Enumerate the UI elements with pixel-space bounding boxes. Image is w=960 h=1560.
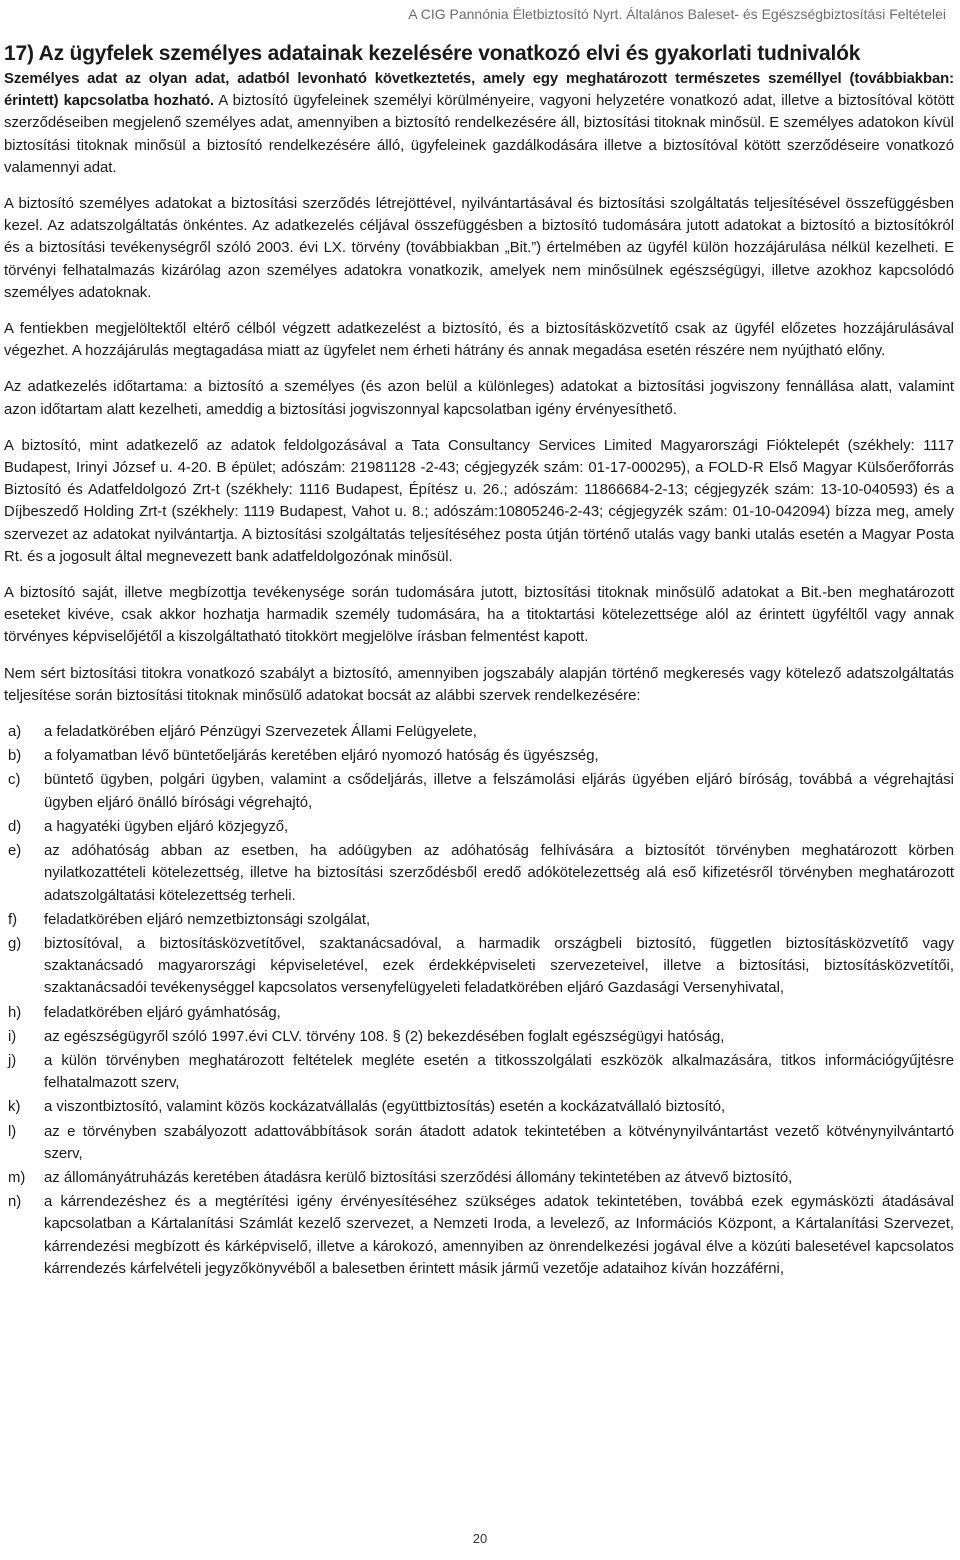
list-item — [4, 909, 954, 931]
list-item — [4, 721, 954, 743]
paragraph-data-processing: A biztosító személyes adatokat a biztosítási szerződés létrejöttével, nyilvántartásával és biztosítási szolgáltatás teljesítésével összefüggésben kezel. Az adatszolgáltatás önkéntes. Az adatkezelés céljával összefüggésben a biztosító tudomására jutott adatokat a biztosító a biztosítókról és a biztosítási tevékenységről szóló 2003. évi LX. törvény (továbbiakban „Bit.”) értelmében az ügyfél külön hozzájárulása nélkül kezelheti. E törvényi felhatalmazás kizárólag azon személyes adatokra vonatkozik, amelyek nem minősülnek egészségügyi, illetve azokhoz kapcsolódó személyes adatoknak. — [4, 196, 954, 301]
list-item — [4, 816, 954, 838]
list-item-text: a kárrendezéshez és a megtérítési igény érvényesítéséhez szükséges adatok tekintetében, továbbá ezek egymásközti átadásával kapcsolatban a Kártalanítási Számlát kezelő szervezet, a Nemzeti Iroda, a levelező, az Információs Központ, a Kártalanítási Szervezet, kárrendezési megbízott és kárképviselő, illetve a károkozó, amennyiben az önrendelkezési jogával élve a közúti balesetével kapcsolatos kárrendezés kárfelvételi jegyzőkönyvéből a balesetben érintett másik jármű vezetője adataihoz kíván hozzáférni, — [44, 1194, 954, 1277]
definition-rest: A biztosító ügyfeleinek személyi körülményeire, vagyoni helyzetére vonatkozó adat, illetve a biztosítóval kötött szerződéseiben megjelenő személyes adat, amennyiben a biztosító rendelkezésére áll, biztosítási titoknak minősül. E személyes adatokon kívül biztosítási titoknak minősül a biztosító rendelkezésére álló, ügyfeleinek gazdálkodására illetve a biztosítóval kötött szerződéseire vonatkozó valamennyi adat. — [4, 93, 955, 176]
list-item-text: feladatkörében eljáró gyámhatóság, — [44, 1004, 281, 1021]
list-marker: a) — [8, 724, 22, 741]
paragraph-definition — [4, 68, 954, 179]
list-item-text: a külön törvényben meghatározott feltételek megléte esetén a titkosszolgálati eszközök alkalmazására, titkos információgyűjtésre felhatalmazott szerv, — [44, 1052, 954, 1092]
list-marker: c) — [8, 772, 21, 789]
definition-lead: Személyes adat az olyan adat, adatból levonható következtetés, amely egy meghatározott természetes személlyel (továbbiakban: érintett) kapcsolatba hozható. — [4, 71, 954, 110]
list-item-text: az e törvényben szabályozott adattovábbítások során átadott adatok tekintetében a kötvénynyilvántartást vezető kötvénynyilvántartó szerv, — [44, 1123, 954, 1162]
paragraph-third-party: A biztosító saját, illetve megbízottja tevékenysége során tudomására jutott, biztosítási titoknak minősülő adatokat a Bit.-ben meghatározott eseteket kivéve, csak akkor hozhatja harmadik személy tudomására, ha a titoktartási kötelezettsége alól az érintett ügyféltől vagy annak törvényes képviselőjétől a kiszolgáltatható titokkört megjelölve írásban felmentést kapott. — [4, 585, 954, 646]
list-item-text: az egészségügyről szóló 1997.évi CLV. törvény 108. § (2) bekezdésében foglalt egészségügyi hatóság, — [44, 1028, 725, 1045]
paragraph-processors: A biztosító, mint adatkezelő az adatok feldolgozásával a Tata Consultancy Services Limited Magyarországi Fióktelepét (székhely: 1117 Budapest, Irinyi József u. 4-20. B épület; adószám: 21981128 -2-43; cégjegyzék szám: 01-17-000295), a FOLD-R Első Magyar Külsőerőforrás Biztosító és Adatfeldolgozó Zrt-t (székhely: 1116 Budapest, Építész u. 26.; adószám: 11866684-2-13; cégjegyzék szám: 13-10-040593) és a Díjbeszedő Holding Zrt-t (székhely: 1119 Budapest, Vahot u. 8.; adószám:10805246-2-43; cégjegyzék szám: 01-10-042094) bízza meg, amely szervezet az adatokat nyilvántartja. A biztosítási szolgáltatás teljesítéséhez posta útján történő utalás vagy banki utalás esetén a Magyar Posta Rt. és a jogosult által megnevezett bank adatfeldolgozónak minősül. — [4, 437, 954, 565]
list-item — [4, 1191, 954, 1280]
list-marker: d) — [8, 818, 22, 835]
list-marker: j) — [8, 1052, 17, 1069]
paragraph-exceptions-intro: Nem sért biztosítási titokra vonatkozó szabályt a biztosító, amennyiben jogszabály alapján történő megkeresés vagy kötelező adatszolgáltatás teljesítése során biztosítási titoknak minősülő adatokat bocsát az alábbi szervek rendelkezésére: — [4, 665, 954, 704]
list-marker: b) — [8, 748, 22, 765]
list-item-text: a folyamatban lévő büntetőeljárás keretében eljáró nyomozó hatóság és ügyészség, — [44, 748, 599, 765]
list-item-text: a feladatkörében eljáró Pénzügyi Szervezetek Állami Felügyelete, — [44, 724, 477, 741]
list-item — [4, 933, 954, 1000]
list-marker: k) — [8, 1099, 21, 1116]
section-title: 17) Az ügyfelek személyes adatainak kezelésére vonatkozó elvi és gyakorlati tudnivalók — [4, 42, 861, 65]
list-marker: f) — [8, 911, 18, 928]
paragraph-duration: Az adatkezelés időtartama: a biztosító a személyes (és azon belül a különleges) adatokat a biztosítási jogviszony fennállása alatt, valamint azon időtartam alatt kezelheti, ameddig a biztosítási jogviszonnyal kapcsolatban igény érvényesíthető. — [4, 379, 954, 418]
list-item — [4, 1121, 954, 1165]
list-item — [4, 745, 954, 767]
list-marker: g) — [8, 935, 22, 952]
paragraph-consent: A fentiekben megjelöltektől eltérő célból végzett adatkezelést a biztosító, és a biztosításközvetítő csak az ügyfél előzetes hozzájárulásával végezhet. A hozzájárulás megtagadása miatt az ügyfelet nem érheti hátrány és annak megadása esetén részére nem nyújtható előny. — [4, 321, 954, 360]
list-item-text: az állományátruházás keretében átadásra kerülő biztosítási szerződési állomány tekintetében az átvevő biztosító, — [44, 1169, 793, 1186]
list-marker: m) — [8, 1169, 26, 1186]
list-item — [4, 1050, 954, 1094]
page-content — [4, 40, 954, 1282]
list-item — [4, 1096, 954, 1118]
list-item — [4, 1167, 954, 1189]
authority-list — [4, 721, 954, 1280]
list-marker: l) — [8, 1123, 17, 1140]
list-marker: n) — [8, 1194, 22, 1211]
list-item — [4, 769, 954, 813]
list-item — [4, 1026, 954, 1048]
list-item-text: az adóhatóság abban az esetben, ha adóügyben az adóhatóság felhívására a biztosítót törvényben meghatározott körben nyilatkozattételi kötelezettség, illetve ha biztosítási szerződésből eredő adókötelezettség alá eső kifizetésről törvényben meghatározott adatszolgáltatási kötelezettség terheli. — [44, 843, 954, 904]
running-header: A CIG Pannónia Életbiztosító Nyrt. Általános Baleset- és Egészségbiztosítási Feltételei — [408, 6, 946, 22]
list-item — [4, 840, 954, 907]
list-marker: i) — [8, 1028, 17, 1045]
list-item-text: a hagyatéki ügyben eljáró közjegyző, — [44, 818, 289, 835]
list-marker: h) — [8, 1004, 22, 1021]
list-item-text: a viszontbiztosító, valamint közös kockázatvállalás (együttbiztosítás) esetén a kockázatvállaló biztosító, — [44, 1099, 726, 1116]
list-item — [4, 1002, 954, 1024]
list-marker: e) — [8, 843, 22, 860]
list-item-text: büntető ügyben, polgári ügyben, valamint a csődeljárás, illetve a felszámolási eljárás ügyében eljáró bíróság, továbbá a végrehajtási ügyben eljáró önálló bírósági végrehajtó, — [44, 772, 954, 811]
list-item-text: feladatkörében eljáró nemzetbiztonsági szolgálat, — [44, 911, 371, 928]
list-item-text: biztosítóval, a biztosításközvetítővel, szaktanácsadóval, a harmadik országbeli biztosító, független biztosításközvetítő vagy szaktanácsadó magyarországi képviseletével, ezek érdekképviseleti szervezeteivel, illetve a biztosítási, biztosításközvetítői, szaktanácsadói tevékenységgel kapcsolatos versenyfelügyeleti feladatkörében eljáró Gazdasági Versenyhivatal, — [44, 935, 954, 997]
page-number: 20 — [472, 1531, 488, 1546]
